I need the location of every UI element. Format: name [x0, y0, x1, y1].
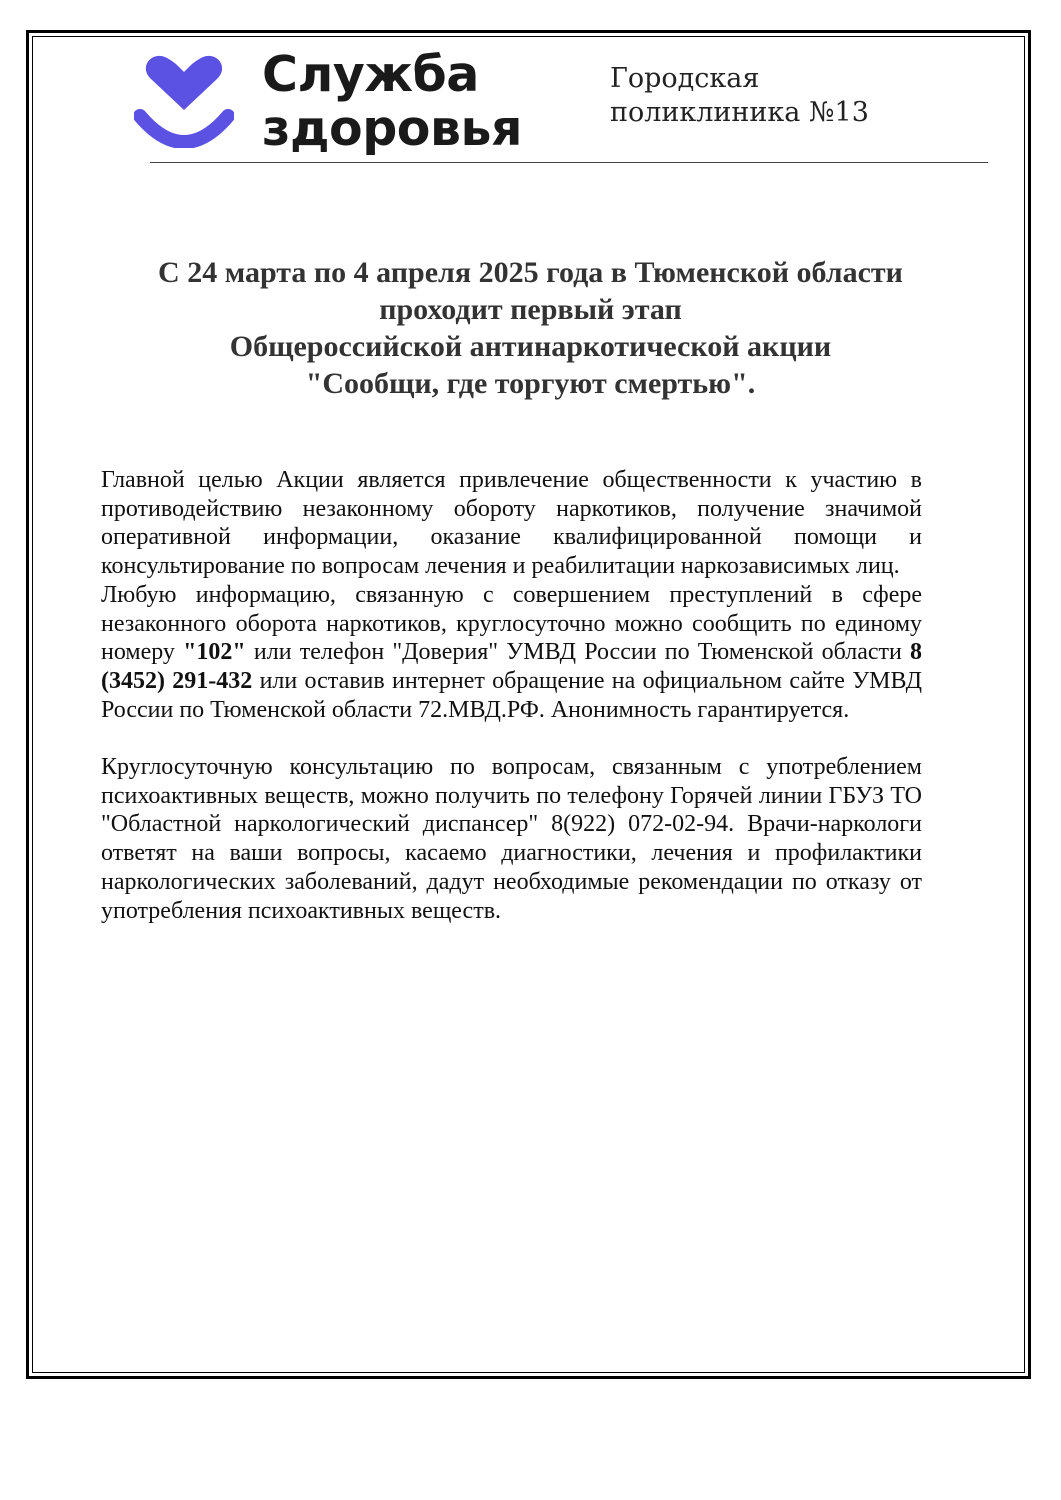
logo-line-1: Служба	[262, 46, 479, 103]
title-line-1: С 24 марта по 4 апреля 2025 года в Тюменской области	[158, 256, 903, 289]
paragraph-spacer	[101, 724, 922, 753]
document-title	[60, 254, 1001, 402]
logo-line-2: здоровья	[262, 100, 522, 157]
title-line-2: проходит первый этап	[379, 293, 682, 326]
trust-phone-number: 8 (3452) 291-432	[101, 639, 923, 694]
report-text-3: или оставив интернет обращение на официальном сайте УМВД России по Тюменской области 72.МВД.РФ. Анонимность гарантируется.	[101, 667, 922, 723]
logo-text	[262, 48, 522, 156]
paragraph-report	[101, 581, 922, 725]
organization-name	[610, 62, 869, 130]
document-body	[101, 466, 922, 925]
heart-smile-icon	[134, 48, 234, 148]
organization-line-2: поликлиника №13	[610, 97, 869, 128]
title-line-4: "Сообщи, где торгуют смертью".	[305, 367, 756, 400]
report-text-2: или телефон "Доверия" УМВД России по Тюменской области	[245, 639, 911, 666]
title-line-3: Общероссийской антинаркотической акции	[229, 330, 832, 363]
report-text-1: Любую информацию, связанную с совершением преступлений в сфере незаконного оборота наркотиков, круглосуточно можно сообщить по единому номеру	[101, 581, 922, 666]
emergency-number: "102"	[183, 639, 246, 666]
paragraph-consultation: Круглосуточную консультацию по вопросам, связанным с употреблением психоактивных веществ, можно получить по телефону Горячей линии ГБУЗ ТО "Областной наркологический диспансер" 8(922) 072-02-94. Врачи-наркологи ответят на ваши вопросы, касаемо диагностики, лечения и профилактики наркологических заболеваний, дадут необходимые рекомендации по отказу от употребления психоактивных веществ.	[101, 754, 922, 924]
paragraph-goal: Главной целью Акции является привлечение общественности к участию в противодействию незаконному обороту наркотиков, получение значимой оперативной информации, оказание квалифицированной помощи и консультирование по вопросам лечения и реабилитации наркозависимых лиц.	[101, 467, 922, 580]
organization-line-1: Городская	[610, 63, 760, 94]
header-divider	[150, 162, 988, 163]
